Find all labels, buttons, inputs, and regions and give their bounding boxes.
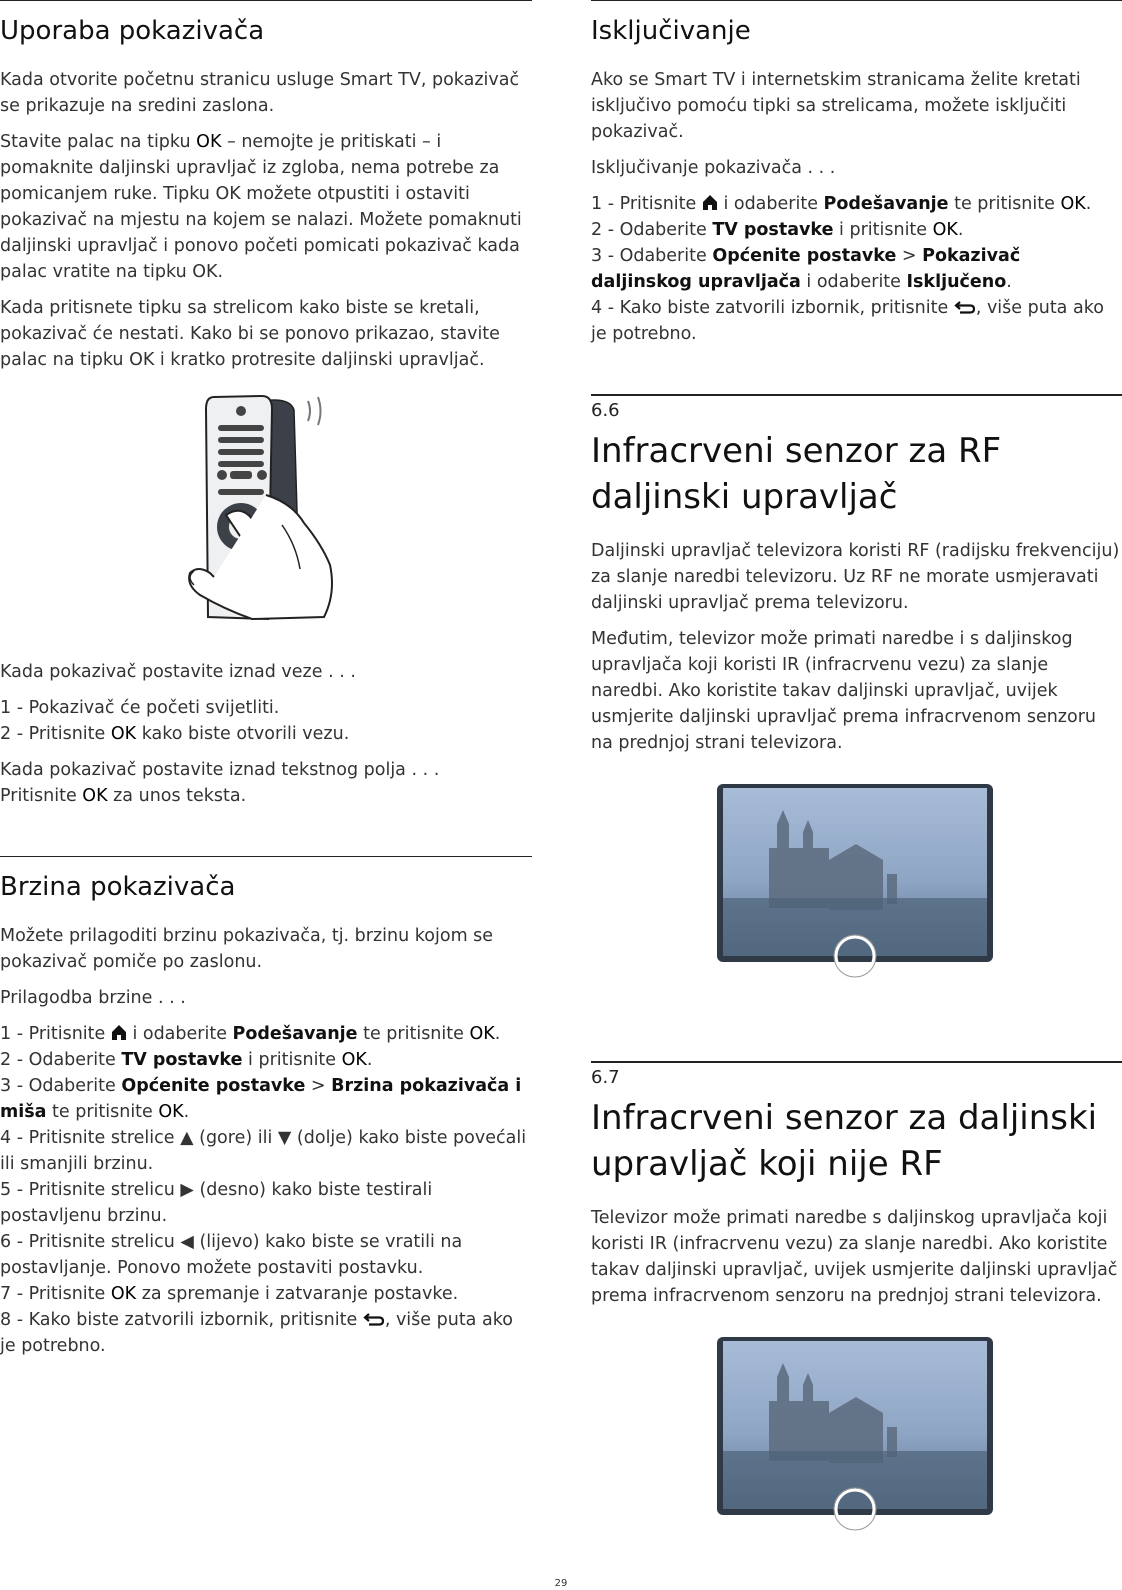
section-divider: [0, 856, 532, 857]
arrow-up-icon: ▲: [180, 1128, 194, 1148]
paragraph: Isključivanje pokazivača . . .: [591, 158, 836, 178]
home-icon: [111, 1024, 127, 1041]
paragraph: 1 - Pokazivač će početi svijetliti. 2 - Pritisnite OK kako biste otvorili vezu.: [0, 698, 350, 744]
heading-ir-sensor-rf: Infracrveni senzor za RF daljinski upravljač: [591, 431, 1002, 517]
paragraph: Kada otvorite početnu stranicu usluge Smart TV, pokazivač se prikazuje na sredini zaslona.: [0, 70, 520, 116]
section-number: 6.6: [591, 400, 620, 421]
back-icon: [363, 1311, 385, 1327]
arrow-left-icon: ◀: [180, 1232, 194, 1252]
paragraph: Možete prilagoditi brzinu pokazivača, tj. brzinu kojom se pokazivač pomiče po zaslonu.: [0, 926, 494, 972]
section-number: 6.7: [591, 1067, 620, 1088]
tv-castle-illustration: [591, 1331, 1122, 1536]
paragraph: Kada pritisnete tipku sa strelicom kako biste se kretali, pokazivač će nestati. Kako bi se ponovo prikazao, stavite palac na tipku OK i kratko protresite daljinski upravljač.: [0, 298, 500, 370]
home-icon: [702, 194, 718, 211]
arrow-right-icon: ▶: [180, 1180, 194, 1200]
paragraph: Kada pokazivač postavite iznad tekstnog polja . . . Pritisnite OK za unos teksta.: [0, 760, 440, 806]
paragraph: Prilagodba brzine . . .: [0, 988, 186, 1008]
paragraph: Međutim, televizor može primati naredbe i s daljinskog upravljača koji koristi IR (infracrvenu vezu) za slanje naredbi. Ako koristite takav daljinski upravljač, uvijek usmjerite daljinski upravljač prema infracrvenom senzoru na prednjoj strani televizora.: [591, 629, 1096, 753]
chapter-divider: [591, 1061, 1122, 1063]
paragraph: Kada pokazivač postavite iznad veze . . .: [0, 662, 356, 682]
chapter-divider: [591, 394, 1122, 396]
section-divider: [0, 0, 532, 1]
heading-pointer-speed: Brzina pokazivača: [0, 872, 236, 902]
steps-list: 1 - Pritisnite i odaberite Podešavanje te pritisnite OK. 2 - Odaberite TV postavke i pritisnite OK. 3 - Odaberite Općenite postavke > Brzina pokazivača i miša te pritisnite OK. 4 - Pritisnite strelice ▲ (gore) ili ▼ (dolje) kako biste povećali ili smanjili brzinu. 5 - Pritisnite strelicu ▶ (desno) kako biste testirali postavljenu brzinu. 6 - Pritisnite strelicu ◀ (lijevo) kako biste se vratili na postavljanje. Ponovo možete postaviti postavku. 7 - Pritisnite OK za spremanje i zatvaranje postavke. 8 - Kako biste zatvorili izbornik, pritisnite , više puta ako je potrebno.: [0, 1024, 527, 1356]
heading-pointer-use: Uporaba pokazivača: [0, 16, 265, 46]
heading-ir-sensor-non-rf: Infracrveni senzor za daljinski upravljač koji nije RF: [591, 1098, 1098, 1184]
heading-switch-off: Isključivanje: [591, 16, 751, 46]
page-number: 29: [554, 1578, 568, 1589]
section-divider: [591, 0, 1122, 1]
tv-castle-illustration: [591, 778, 1122, 983]
paragraph: Stavite palac na tipku OK – nemojte je pritiskati – i pomaknite daljinski upravljač iz zgloba, nema potrebe za pomicanjem ruke. Tipku OK možete otpustiti i ostaviti pokazivač na mjestu na kojem se nalazi. Možete pomaknuti daljinski upravljač i ponovo početi pomicati pokazivač kada palac vratite na tipku OK.: [0, 132, 522, 282]
left-column: [0, 0, 532, 1359]
paragraph: Televizor može primati naredbe s daljinskog upravljača koji koristi IR (infracrvenu vezu) za slanje naredbi. Ako koristite takav daljinski upravljač, uvijek usmjerite daljinski upravljač prema infracrvenom senzoru na prednjoj strani televizora.: [591, 1208, 1118, 1306]
right-column: [591, 0, 1122, 1536]
back-icon: [954, 299, 976, 315]
arrow-down-icon: ▼: [277, 1128, 292, 1148]
paragraph: Ako se Smart TV i internetskim stranicama želite kretati isključivo pomoću tipki sa strelicama, možete isključiti pokazivač.: [591, 70, 1081, 142]
paragraph: Daljinski upravljač televizora koristi RF (radijsku frekvenciju) za slanje naredbi televizoru. Uz RF ne morate usmjeravati daljinski upravljač prema televizoru.: [591, 541, 1120, 613]
steps-list: 1 - Pritisnite i odaberite Podešavanje te pritisnite OK. 2 - Odaberite TV postavke i pritisnite OK. 3 - Odaberite Općenite postavke > Pokazivač daljinskog upravljača i odaberite Isključeno. 4 - Kako biste zatvorili izbornik, pritisnite , više puta ako je potrebno.: [591, 194, 1104, 344]
remote-hand-illustration: [0, 395, 532, 635]
